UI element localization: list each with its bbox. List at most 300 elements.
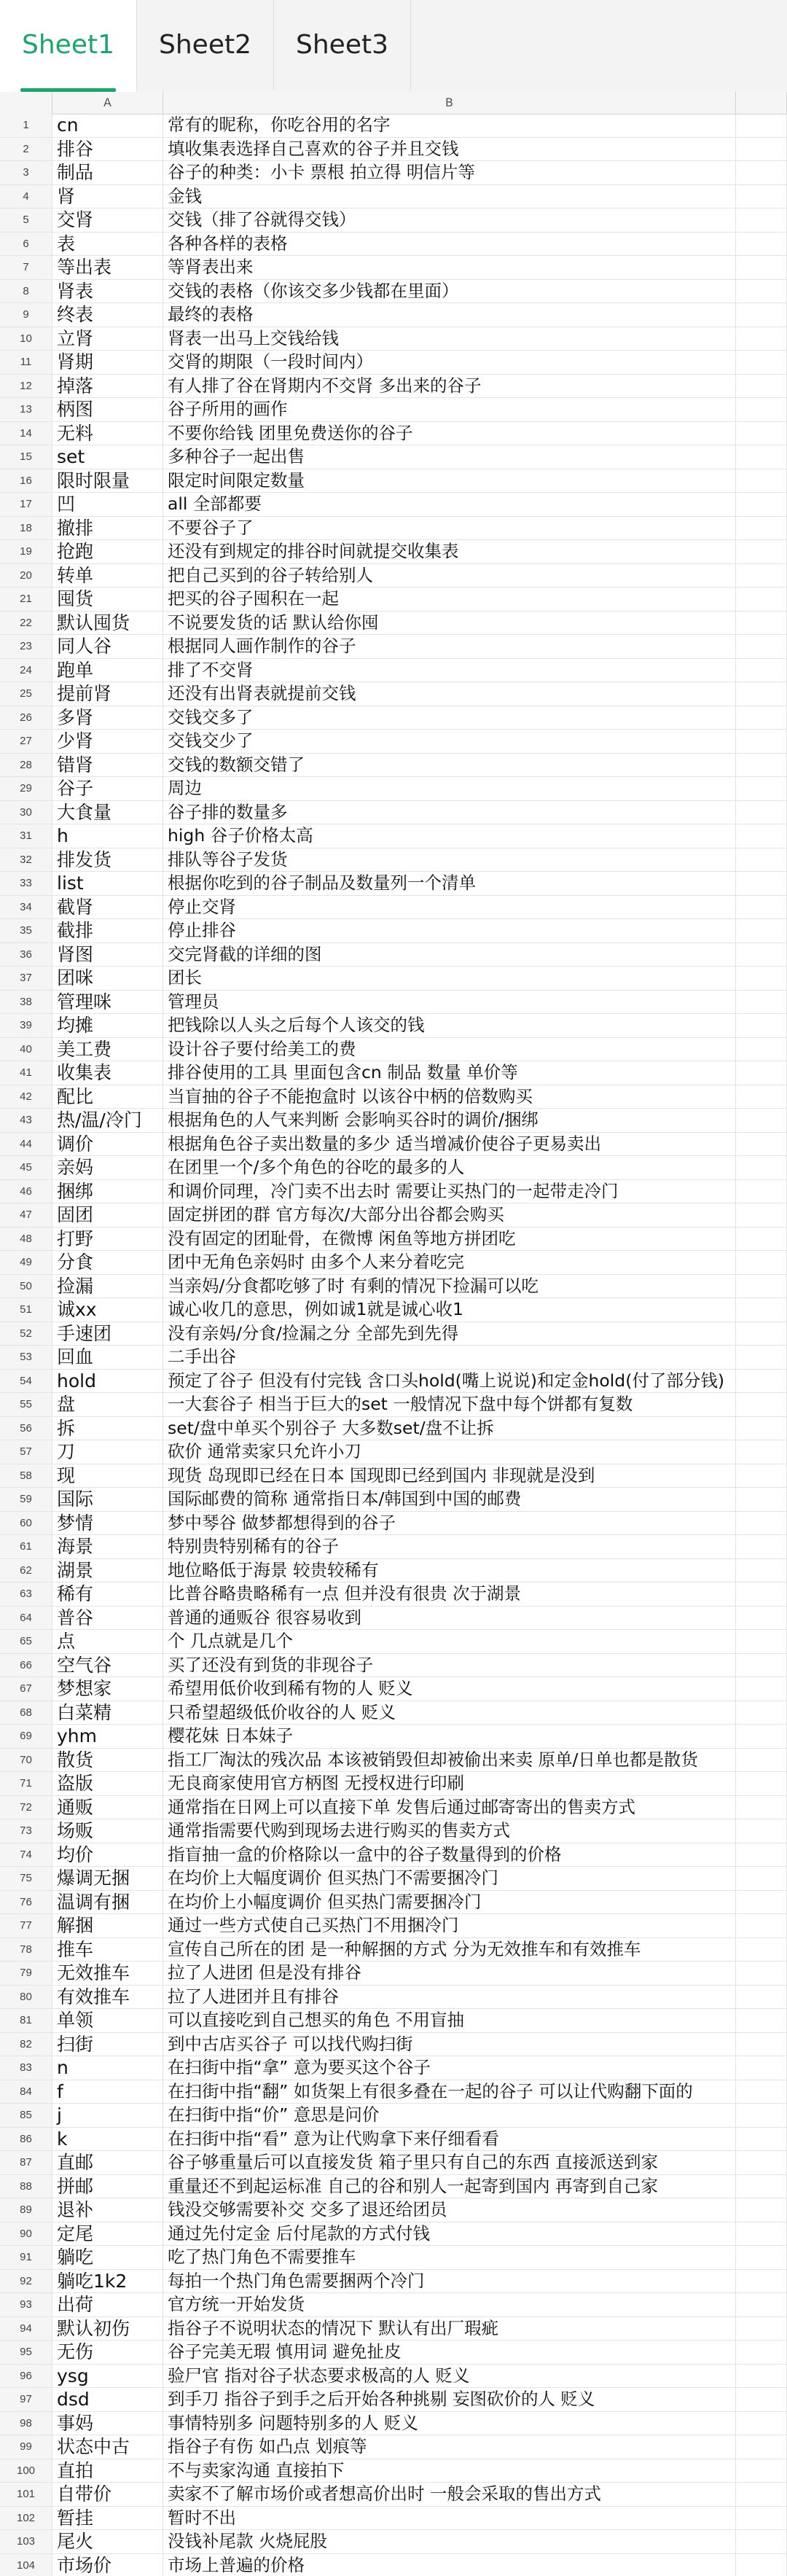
cell-empty[interactable] (736, 2151, 787, 2174)
cell-definition[interactable]: 不说要发货的话 默认给你囤 (163, 612, 736, 635)
cell-definition[interactable]: 验尸官 指对谷子状态要求极高的人 贬义 (163, 2365, 736, 2388)
row-number[interactable]: 35 (0, 919, 52, 942)
row-number[interactable]: 29 (0, 777, 52, 800)
cell-empty[interactable] (736, 991, 787, 1014)
cell-definition[interactable]: 樱花妹 日本妹子 (163, 1725, 736, 1748)
cell-definition[interactable]: 肾表一出马上交钱给钱 (163, 327, 736, 351)
cell-definition[interactable]: 在扫街中指“看” 意为让代购拿下来仔细看看 (163, 2128, 736, 2151)
row-number[interactable]: 31 (0, 824, 52, 848)
cell-empty[interactable] (736, 114, 787, 137)
cell-term[interactable]: 掉落 (52, 375, 163, 398)
cell-term[interactable]: 温调有捆 (52, 1891, 163, 1914)
cell-definition[interactable]: 设计谷子要付给美工的费 (163, 1038, 736, 1061)
cell-term[interactable]: 排发货 (52, 848, 163, 872)
cell-empty[interactable] (736, 161, 787, 184)
cell-empty[interactable] (736, 1085, 787, 1109)
row-number[interactable]: 25 (0, 682, 52, 706)
cell-definition[interactable]: 国际邮费的简称 通常指日本/韩国到中国的邮费 (163, 1488, 736, 1511)
cell-empty[interactable] (736, 2459, 787, 2483)
cell-empty[interactable] (736, 208, 787, 232)
row-number[interactable]: 4 (0, 185, 52, 208)
cell-term[interactable]: 撤排 (52, 517, 163, 540)
cell-term[interactable]: 均价 (52, 1843, 163, 1867)
cell-definition[interactable]: 市场上普遍的价格 (163, 2554, 736, 2576)
row-number[interactable]: 33 (0, 872, 52, 895)
cell-definition[interactable]: 排了不交肾 (163, 659, 736, 682)
cell-empty[interactable] (736, 1109, 787, 1132)
cell-definition[interactable]: 买了还没有到货的非现谷子 (163, 1654, 736, 1677)
cell-term[interactable]: 现 (52, 1464, 163, 1488)
row-number[interactable]: 44 (0, 1133, 52, 1156)
row-number[interactable]: 98 (0, 2412, 52, 2435)
cell-definition[interactable]: 在扫街中指“翻” 如货架上有很多叠在一起的谷子 可以让代购翻下面的 (163, 2080, 736, 2104)
cell-term[interactable]: 状态中古 (52, 2435, 163, 2459)
cell-term[interactable]: 场贩 (52, 1819, 163, 1843)
cell-empty[interactable] (736, 2530, 787, 2553)
row-number[interactable]: 78 (0, 1938, 52, 1962)
cell-definition[interactable]: 没有亲妈/分食/捡漏之分 全部先到先得 (163, 1322, 736, 1346)
cell-empty[interactable] (736, 612, 787, 635)
cell-definition[interactable]: 当亲妈/分食都吃够了时 有剩的情况下捡漏可以吃 (163, 1275, 736, 1298)
cell-term[interactable]: 热/温/冷门 (52, 1109, 163, 1132)
cell-empty[interactable] (736, 777, 787, 800)
cell-empty[interactable] (736, 1962, 787, 1985)
cell-term[interactable]: 盗版 (52, 1772, 163, 1795)
cell-term[interactable]: 无效推车 (52, 1962, 163, 1985)
cell-term[interactable]: 诚xx (52, 1298, 163, 1322)
row-number[interactable]: 62 (0, 1559, 52, 1582)
cell-empty[interactable] (736, 2317, 787, 2341)
cell-empty[interactable] (736, 2365, 787, 2388)
cell-definition[interactable]: 交钱的数额交错了 (163, 754, 736, 777)
cell-empty[interactable] (736, 2033, 787, 2056)
cell-definition[interactable]: 通过一些方式使自己买热门不用捆冷门 (163, 1914, 736, 1937)
row-number[interactable]: 92 (0, 2270, 52, 2293)
cell-term[interactable]: 回血 (52, 1346, 163, 1369)
cell-definition[interactable]: 普通的通贩谷 很容易收到 (163, 1607, 736, 1630)
cell-definition[interactable]: 谷子够重量后可以直接发货 箱子里只有自己的东西 直接派送到家 (163, 2151, 736, 2174)
row-number[interactable]: 82 (0, 2033, 52, 2056)
cell-definition[interactable]: 拉了人进团 但是没有排谷 (163, 1962, 736, 1985)
cell-empty[interactable] (736, 1891, 787, 1914)
cell-definition[interactable]: 周边 (163, 777, 736, 800)
cell-empty[interactable] (736, 1393, 787, 1416)
cell-definition[interactable]: 多种谷子一起出售 (163, 445, 736, 469)
cell-empty[interactable] (736, 1914, 787, 1937)
cell-empty[interactable] (736, 1512, 787, 1535)
cell-empty[interactable] (736, 469, 787, 493)
row-number[interactable]: 46 (0, 1180, 52, 1203)
row-number[interactable]: 16 (0, 469, 52, 493)
row-number[interactable]: 89 (0, 2198, 52, 2222)
cell-term[interactable]: 美工费 (52, 1038, 163, 1061)
cell-empty[interactable] (736, 1203, 787, 1227)
cell-term[interactable]: h (52, 824, 163, 848)
cell-term[interactable]: n (52, 2056, 163, 2080)
tab-sheet2[interactable]: Sheet2 (137, 0, 274, 90)
cell-empty[interactable] (736, 896, 787, 919)
row-number[interactable]: 96 (0, 2365, 52, 2388)
cell-term[interactable]: 推车 (52, 1938, 163, 1962)
cell-term[interactable]: 点 (52, 1630, 163, 1653)
cell-term[interactable]: 暂挂 (52, 2507, 163, 2530)
cell-term[interactable]: 亲妈 (52, 1156, 163, 1179)
cell-definition[interactable]: all 全部都要 (163, 493, 736, 516)
cell-term[interactable]: 有效推车 (52, 1986, 163, 2009)
row-number[interactable]: 47 (0, 1203, 52, 1227)
cell-empty[interactable] (736, 1819, 787, 1843)
row-number[interactable]: 53 (0, 1346, 52, 1369)
cell-term[interactable]: 多肾 (52, 706, 163, 730)
cell-empty[interactable] (736, 2080, 787, 2104)
row-number[interactable]: 59 (0, 1488, 52, 1511)
cell-empty[interactable] (736, 2435, 787, 2459)
row-number[interactable]: 40 (0, 1038, 52, 1061)
cell-empty[interactable] (736, 706, 787, 730)
row-number[interactable]: 38 (0, 991, 52, 1014)
row-number[interactable]: 24 (0, 659, 52, 682)
cell-term[interactable]: 管理咪 (52, 991, 163, 1014)
cell-empty[interactable] (736, 1061, 787, 1085)
cell-definition[interactable]: 比普谷略贵略稀有一点 但并没有很贵 次于湖景 (163, 1582, 736, 1606)
row-number[interactable]: 66 (0, 1654, 52, 1677)
cell-empty[interactable] (736, 1725, 787, 1748)
cell-definition[interactable]: 梦中琴谷 做梦都想得到的谷子 (163, 1512, 736, 1535)
row-number[interactable]: 56 (0, 1417, 52, 1440)
row-number[interactable]: 21 (0, 588, 52, 611)
row-number[interactable]: 87 (0, 2151, 52, 2174)
cell-definition[interactable]: 在均价上大幅度调价 但买热门不需要捆冷门 (163, 1867, 736, 1890)
cell-term[interactable]: f (52, 2080, 163, 2104)
cell-definition[interactable]: 团长 (163, 967, 736, 990)
row-number[interactable]: 22 (0, 612, 52, 635)
cell-definition[interactable]: 通常指需要代购到现场去进行购买的售卖方式 (163, 1819, 736, 1843)
cell-term[interactable]: ysg (52, 2365, 163, 2388)
cell-empty[interactable] (736, 1370, 787, 1393)
cell-term[interactable]: 分食 (52, 1251, 163, 1274)
cell-term[interactable]: cn (52, 114, 163, 137)
cell-definition[interactable]: 交完肾截的详细的图 (163, 943, 736, 967)
cell-empty[interactable] (736, 1701, 787, 1725)
cell-empty[interactable] (736, 351, 787, 374)
cell-definition[interactable]: 事情特别多 问题特别多的人 贬义 (163, 2412, 736, 2435)
cell-definition[interactable]: 每拍一个热门角色需要捆两个冷门 (163, 2270, 736, 2293)
row-number[interactable]: 51 (0, 1298, 52, 1322)
cell-term[interactable]: 散货 (52, 1749, 163, 1772)
cell-definition[interactable]: 管理员 (163, 991, 736, 1014)
row-number[interactable]: 36 (0, 943, 52, 967)
cell-term[interactable]: 等出表 (52, 256, 163, 279)
cell-term[interactable]: 捆绑 (52, 1180, 163, 1203)
cell-empty[interactable] (736, 2009, 787, 2032)
cell-empty[interactable] (736, 517, 787, 540)
cell-empty[interactable] (736, 1251, 787, 1274)
cell-term[interactable]: 直邮 (52, 2151, 163, 2174)
row-number[interactable]: 94 (0, 2317, 52, 2341)
column-header-b[interactable]: B (163, 92, 736, 114)
row-number[interactable]: 57 (0, 1440, 52, 1464)
cell-term[interactable]: 提前肾 (52, 682, 163, 706)
row-number[interactable]: 58 (0, 1464, 52, 1488)
cell-term[interactable]: set (52, 445, 163, 469)
cell-term[interactable]: 囤货 (52, 588, 163, 611)
cell-definition[interactable]: 谷子排的数量多 (163, 801, 736, 824)
row-number[interactable]: 50 (0, 1275, 52, 1298)
cell-empty[interactable] (736, 233, 787, 256)
cell-definition[interactable]: 最终的表格 (163, 303, 736, 327)
cell-empty[interactable] (736, 919, 787, 942)
cell-term[interactable]: k (52, 2128, 163, 2151)
cell-empty[interactable] (736, 1559, 787, 1582)
cell-definition[interactable]: 通过先付定金 后付尾款的方式付钱 (163, 2222, 736, 2246)
row-number[interactable]: 75 (0, 1867, 52, 1890)
cell-empty[interactable] (736, 2056, 787, 2080)
cell-empty[interactable] (736, 1180, 787, 1203)
cell-definition[interactable]: 在扫街中指“拿” 意为要买这个谷子 (163, 2056, 736, 2080)
cell-empty[interactable] (736, 1227, 787, 1251)
row-number[interactable]: 18 (0, 517, 52, 540)
row-number[interactable]: 48 (0, 1227, 52, 1251)
cell-term[interactable]: 盘 (52, 1393, 163, 1416)
cell-term[interactable]: 终表 (52, 303, 163, 327)
row-number[interactable]: 101 (0, 2483, 52, 2506)
row-number[interactable]: 49 (0, 1251, 52, 1274)
cell-term[interactable]: j (52, 2104, 163, 2127)
row-number[interactable]: 12 (0, 375, 52, 398)
row-number[interactable]: 55 (0, 1393, 52, 1416)
cell-empty[interactable] (736, 1322, 787, 1346)
cell-term[interactable]: 无伤 (52, 2341, 163, 2364)
cell-term[interactable]: 转单 (52, 564, 163, 588)
cell-term[interactable]: 国际 (52, 1488, 163, 1511)
cell-definition[interactable]: 交钱交多了 (163, 706, 736, 730)
row-number[interactable]: 93 (0, 2293, 52, 2317)
cell-empty[interactable] (736, 872, 787, 895)
cell-definition[interactable]: 在团里一个/多个角色的谷吃的最多的人 (163, 1156, 736, 1179)
cell-empty[interactable] (736, 2554, 787, 2576)
cell-definition[interactable]: 到中古店买谷子 可以找代购扫街 (163, 2033, 736, 2056)
cell-term[interactable]: 稀有 (52, 1582, 163, 1606)
cell-empty[interactable] (736, 2104, 787, 2127)
cell-definition[interactable]: 交钱（排了谷就得交钱） (163, 208, 736, 232)
cell-term[interactable]: 少肾 (52, 730, 163, 753)
row-number[interactable]: 41 (0, 1061, 52, 1085)
cell-term[interactable]: hold (52, 1370, 163, 1393)
cell-term[interactable]: 立肾 (52, 327, 163, 351)
cell-empty[interactable] (736, 138, 787, 161)
cell-term[interactable]: 空气谷 (52, 1654, 163, 1677)
row-number[interactable]: 52 (0, 1322, 52, 1346)
cell-empty[interactable] (736, 1986, 787, 2009)
cell-term[interactable]: 单领 (52, 2009, 163, 2032)
cell-definition[interactable]: 交钱的表格（你该交多少钱都在里面） (163, 280, 736, 303)
cell-empty[interactable] (736, 967, 787, 990)
row-number[interactable]: 63 (0, 1582, 52, 1606)
row-number[interactable]: 10 (0, 327, 52, 351)
cell-empty[interactable] (736, 1796, 787, 1819)
cell-definition[interactable]: 官方统一开始发货 (163, 2293, 736, 2317)
row-number[interactable]: 100 (0, 2459, 52, 2483)
cell-empty[interactable] (736, 801, 787, 824)
cell-term[interactable]: 白菜精 (52, 1701, 163, 1725)
cell-definition[interactable]: 拉了人进团并且有排谷 (163, 1986, 736, 2009)
cell-term[interactable]: 截肾 (52, 896, 163, 919)
cell-term[interactable]: 肾图 (52, 943, 163, 967)
cell-empty[interactable] (736, 422, 787, 445)
cell-definition[interactable]: 常有的昵称，你吃谷用的名字 (163, 114, 736, 137)
row-number[interactable]: 3 (0, 161, 52, 184)
cell-definition[interactable]: 指谷子有伤 如凸点 划痕等 (163, 2435, 736, 2459)
cell-empty[interactable] (736, 1772, 787, 1795)
cell-definition[interactable]: 通常指在日网上可以直接下单 发售后通过邮寄寄出的售卖方式 (163, 1796, 736, 1819)
row-number[interactable]: 5 (0, 208, 52, 232)
cell-term[interactable]: 肾 (52, 185, 163, 208)
cell-term[interactable]: 梦想家 (52, 1677, 163, 1701)
cell-definition[interactable]: 谷子的种类：小卡 票根 拍立得 明信片等 (163, 161, 736, 184)
cell-definition[interactable]: 根据同人画作制作的谷子 (163, 635, 736, 658)
row-number[interactable]: 73 (0, 1819, 52, 1843)
cell-empty[interactable] (736, 1582, 787, 1606)
cell-empty[interactable] (736, 1677, 787, 1701)
row-number[interactable]: 71 (0, 1772, 52, 1795)
cell-definition[interactable]: 宣传自己所在的团 是一种解捆的方式 分为无效推车和有效推车 (163, 1938, 736, 1962)
cell-definition[interactable]: 不与卖家沟通 直接拍下 (163, 2459, 736, 2483)
cell-term[interactable]: 打野 (52, 1227, 163, 1251)
cell-term[interactable]: 爆调无捆 (52, 1867, 163, 1890)
row-number[interactable]: 9 (0, 303, 52, 327)
cell-term[interactable]: yhm (52, 1725, 163, 1748)
cell-empty[interactable] (736, 1749, 787, 1772)
cell-term[interactable]: 同人谷 (52, 635, 163, 658)
cell-term[interactable]: dsd (52, 2388, 163, 2411)
row-number[interactable]: 95 (0, 2341, 52, 2364)
cell-empty[interactable] (736, 493, 787, 516)
cell-term[interactable]: 出荷 (52, 2293, 163, 2317)
row-number[interactable]: 72 (0, 1796, 52, 1819)
row-number[interactable]: 30 (0, 801, 52, 824)
cell-definition[interactable]: 在均价上小幅度调价 但买热门需要捆冷门 (163, 1891, 736, 1914)
cell-definition[interactable]: 谷子完美无瑕 慎用词 避免扯皮 (163, 2341, 736, 2364)
cell-definition[interactable]: 还没有出肾表就提前交钱 (163, 682, 736, 706)
cell-definition[interactable]: 现货 岛现即已经在日本 国现即已经到国内 非现就是没到 (163, 1464, 736, 1488)
row-number[interactable]: 34 (0, 896, 52, 919)
row-number[interactable]: 76 (0, 1891, 52, 1914)
cell-term[interactable]: 抢跑 (52, 540, 163, 563)
cell-definition[interactable]: 指谷子不说明状态的情况下 默认有出厂瑕疵 (163, 2317, 736, 2341)
cell-definition[interactable]: 希望用低价收到稀有物的人 贬义 (163, 1677, 736, 1701)
cell-term[interactable]: 海景 (52, 1535, 163, 1558)
cell-definition[interactable]: 没有固定的团耻骨，在微博 闲鱼等地方拼团吃 (163, 1227, 736, 1251)
cell-definition[interactable]: 根据你吃到的谷子制品及数量列一个清单 (163, 872, 736, 895)
cell-definition[interactable]: 不要你给钱 团里免费送你的谷子 (163, 422, 736, 445)
cell-definition[interactable]: 填收集表选择自己喜欢的谷子并且交钱 (163, 138, 736, 161)
row-number[interactable]: 79 (0, 1962, 52, 1985)
cell-term[interactable]: 柄图 (52, 398, 163, 421)
cell-definition[interactable]: 根据角色的人气来判断 会影响买谷时的调价/捆绑 (163, 1109, 736, 1132)
row-number[interactable]: 90 (0, 2222, 52, 2246)
cell-term[interactable]: 交肾 (52, 208, 163, 232)
cell-definition[interactable]: 只希望超级低价收谷的人 贬义 (163, 1701, 736, 1725)
tab-sheet3[interactable]: Sheet3 (274, 0, 411, 90)
row-number[interactable]: 97 (0, 2388, 52, 2411)
row-number[interactable]: 7 (0, 256, 52, 279)
cell-empty[interactable] (736, 2198, 787, 2222)
cell-empty[interactable] (736, 1346, 787, 1369)
cell-definition[interactable]: 各种各样的表格 (163, 233, 736, 256)
cell-empty[interactable] (736, 398, 787, 421)
cell-empty[interactable] (736, 659, 787, 682)
cell-empty[interactable] (736, 375, 787, 398)
row-number[interactable]: 45 (0, 1156, 52, 1179)
cell-definition[interactable]: set/盘中单买个别谷子 大多数set/盘不让拆 (163, 1417, 736, 1440)
cell-empty[interactable] (736, 635, 787, 658)
row-number[interactable]: 65 (0, 1630, 52, 1653)
cell-definition[interactable]: 有人排了谷在肾期内不交肾 多出来的谷子 (163, 375, 736, 398)
cell-term[interactable]: 普谷 (52, 1607, 163, 1630)
cell-empty[interactable] (736, 2128, 787, 2151)
cell-term[interactable]: 肾期 (52, 351, 163, 374)
cell-empty[interactable] (736, 2507, 787, 2530)
cell-term[interactable]: 事妈 (52, 2412, 163, 2435)
cell-empty[interactable] (736, 1440, 787, 1464)
cell-empty[interactable] (736, 848, 787, 872)
row-number[interactable]: 6 (0, 233, 52, 256)
row-number[interactable]: 68 (0, 1701, 52, 1725)
cell-definition[interactable]: 指工厂淘汰的残次品 本该被销毁但却被偷出来卖 原单/日单也都是散货 (163, 1749, 736, 1772)
cell-empty[interactable] (736, 1938, 787, 1962)
cell-empty[interactable] (736, 2222, 787, 2246)
cell-empty[interactable] (736, 1867, 787, 1890)
cell-term[interactable]: 配比 (52, 1085, 163, 1109)
row-number[interactable]: 83 (0, 2056, 52, 2080)
cell-definition[interactable]: 无良商家使用官方柄图 无授权进行印刷 (163, 1772, 736, 1795)
cell-empty[interactable] (736, 256, 787, 279)
cell-term[interactable]: 表 (52, 233, 163, 256)
cell-empty[interactable] (736, 588, 787, 611)
cell-term[interactable]: 手速团 (52, 1322, 163, 1346)
cell-empty[interactable] (736, 943, 787, 967)
cell-term[interactable]: 湖景 (52, 1559, 163, 1582)
row-number[interactable]: 37 (0, 967, 52, 990)
cell-definition[interactable]: 可以直接吃到自己想买的角色 不用盲抽 (163, 2009, 736, 2032)
cell-empty[interactable] (736, 2412, 787, 2435)
cell-definition[interactable]: 二手出谷 (163, 1346, 736, 1369)
cell-term[interactable]: 无料 (52, 422, 163, 445)
row-number[interactable]: 77 (0, 1914, 52, 1937)
cell-empty[interactable] (736, 1607, 787, 1630)
cell-definition[interactable]: 停止交肾 (163, 896, 736, 919)
cell-definition[interactable]: 还没有到规定的排谷时间就提交收集表 (163, 540, 736, 563)
cell-empty[interactable] (736, 1630, 787, 1653)
cell-empty[interactable] (736, 2341, 787, 2364)
cell-definition[interactable]: 谷子所用的画作 (163, 398, 736, 421)
cell-term[interactable]: list (52, 872, 163, 895)
row-number[interactable]: 14 (0, 422, 52, 445)
cell-term[interactable]: 直拍 (52, 2459, 163, 2483)
cell-term[interactable]: 默认囤货 (52, 612, 163, 635)
cell-term[interactable]: 跑单 (52, 659, 163, 682)
row-number[interactable]: 64 (0, 1607, 52, 1630)
cell-definition[interactable]: 交肾的期限（一段时间内） (163, 351, 736, 374)
cell-definition[interactable]: 到手刀 指谷子到手之后开始各种挑剔 妄图砍价的人 贬义 (163, 2388, 736, 2411)
cell-term[interactable]: 团咪 (52, 967, 163, 990)
cell-empty[interactable] (736, 2293, 787, 2317)
cell-empty[interactable] (736, 1464, 787, 1488)
cell-definition[interactable]: 预定了谷子 但没有付完钱 含口头hold(嘴上说说)和定金hold(付了部分钱) (163, 1370, 736, 1393)
cell-empty[interactable] (736, 327, 787, 351)
row-number[interactable]: 60 (0, 1512, 52, 1535)
row-number[interactable]: 91 (0, 2246, 52, 2269)
